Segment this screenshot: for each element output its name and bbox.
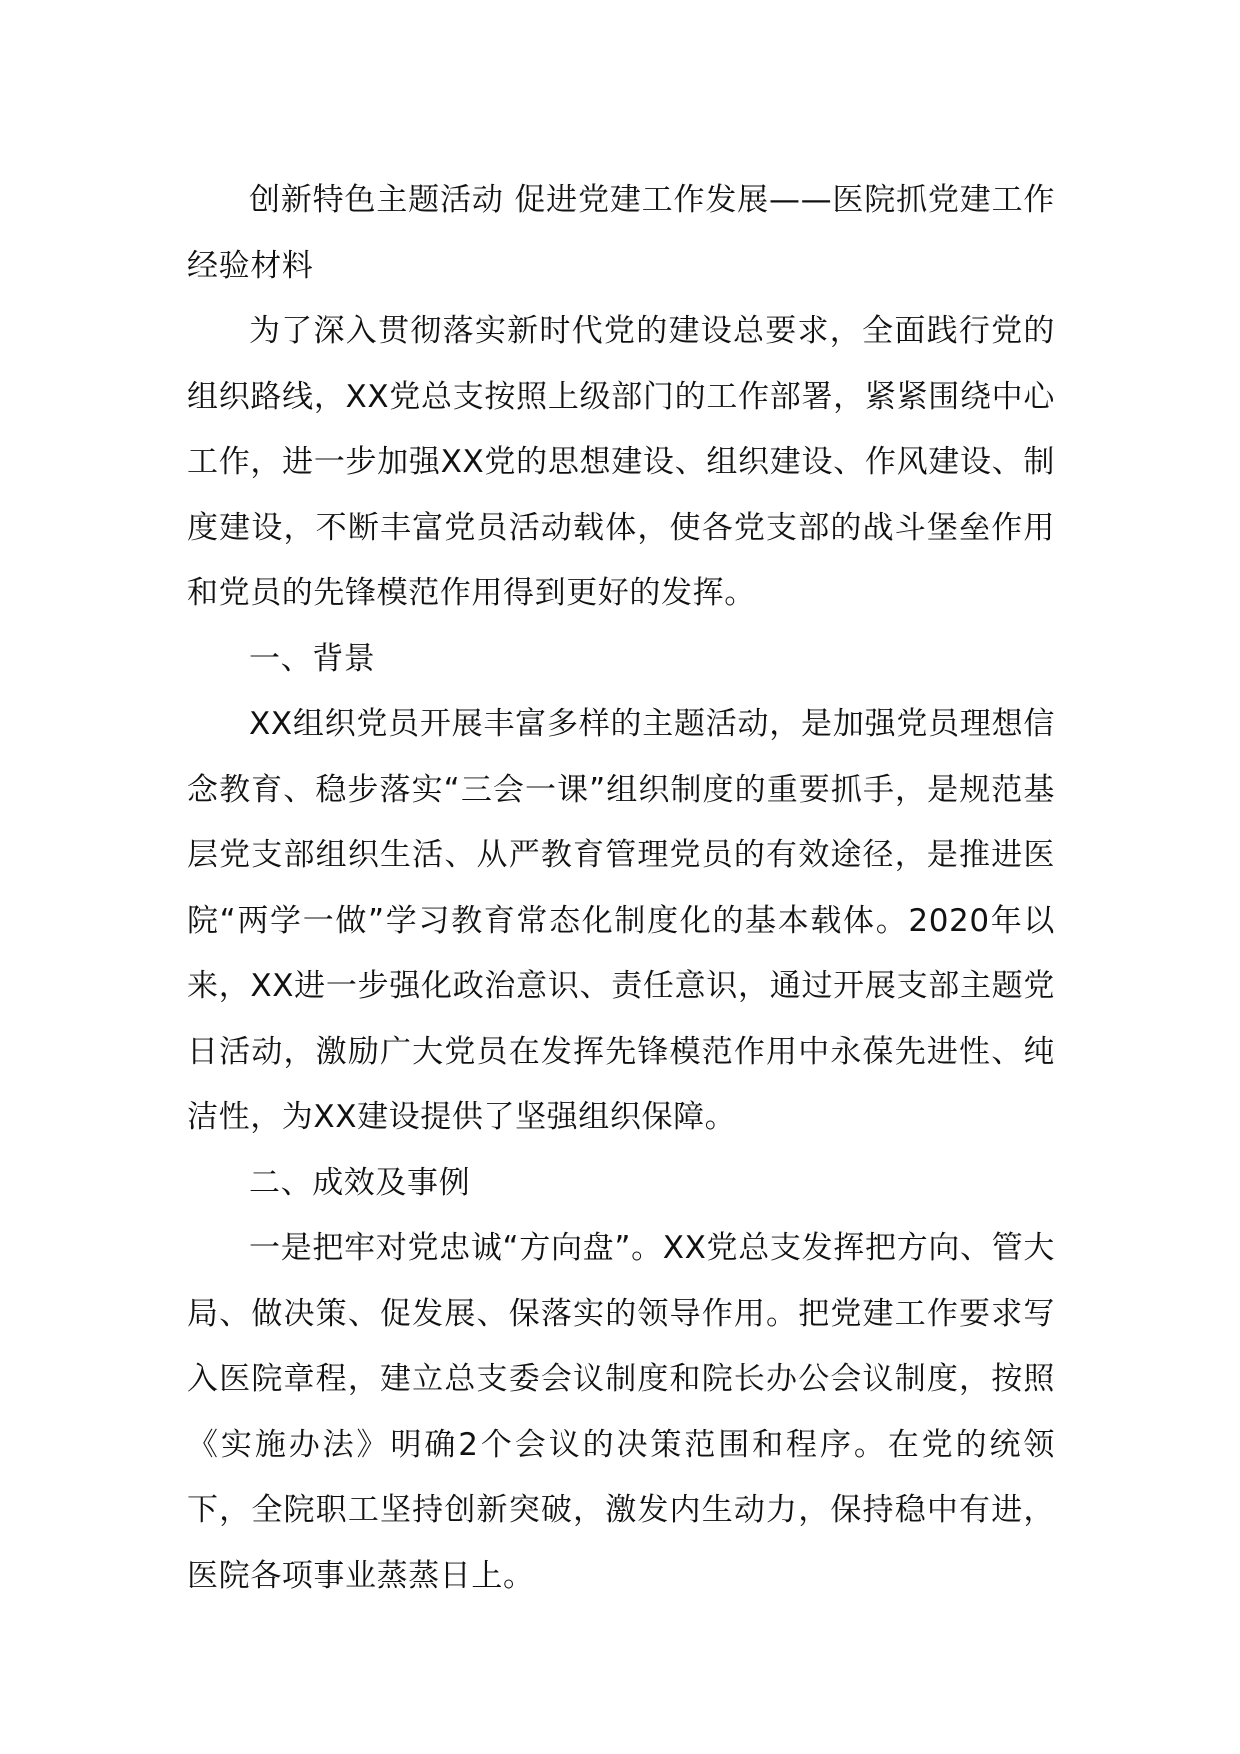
intro-paragraph: 为了深入贯彻落实新时代党的建设总要求，全面践行党的组织路线，XX党总支按照上级部门的工作部署，紧紧围绕中心工作，进一步加强XX党的思想建设、组织建设、作风建设、制度建设，不断丰富党员活动载体，使各党支部的战斗堡垒作用和党员的先锋模范作用得到更好的发挥。	[187, 313, 1055, 611]
document-page	[187, 168, 1055, 1609]
section-heading-results: 二、成效及事例	[249, 1164, 471, 1201]
background-paragraph: XX组织党员开展丰富多样的主题活动，是加强党员理想信念教育、稳步落实“三会一课”组织制度的重要抓手，是规范基层党支部组织生活、从严教育管理党员的有效途径，是推进医院“两学一做”学习教育常态化制度化的基本载体。2020年以来，XX进一步强化政治意识、责任意识，通过开展支部主题党日活动，激励广大党员在发挥先锋模范作用中永葆先进性、纯洁性，为XX建设提供了坚强组织保障。	[187, 706, 1055, 1135]
section-heading-background: 一、背景	[249, 640, 376, 677]
document-title: 创新特色主题活动 促进党建工作发展——医院抓党建工作经验材料	[187, 182, 1055, 284]
results-paragraph: 一是把牢对党忠诚“方向盘”。XX党总支发挥把方向、管大局、做决策、促发展、保落实的领导作用。把党建工作要求写入医院章程，建立总支委会议制度和院长办公会议制度，按照《实施办法》明确2个会议的决策范围和程序。在党的统领下，全院职工坚持创新突破，激发内生动力，保持稳中有进，医院各项事业蒸蒸日上。	[187, 1230, 1055, 1594]
